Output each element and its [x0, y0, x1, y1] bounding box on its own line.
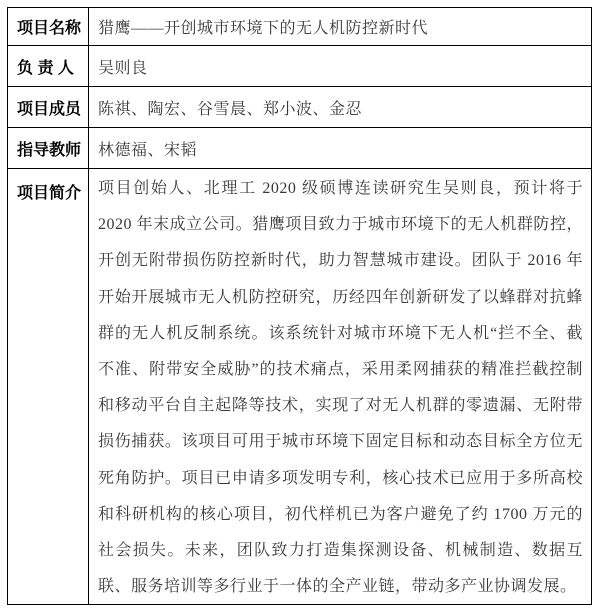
project-name-label: 项目名称 — [8, 8, 89, 45]
row-advisors — [8, 128, 591, 169]
row-leader — [8, 46, 591, 87]
leader-label: 负 责 人 — [8, 46, 89, 86]
intro-cell — [89, 169, 591, 605]
row-project-name — [8, 8, 591, 46]
project-name-value: 猎鹰——开创城市环境下的无人机防控新时代 — [98, 20, 429, 37]
project-info-table — [7, 7, 592, 605]
row-project-intro — [8, 169, 591, 605]
leader-value: 吴则良 — [98, 59, 148, 77]
members-value: 陈祺、陶宏、谷雪晨、郑小波、金忍 — [98, 100, 363, 118]
members-label: 项目成员 — [8, 87, 89, 127]
advisors-label: 指导教师 — [8, 128, 89, 168]
row-members — [8, 87, 591, 128]
advisors-value: 林德福、宋韬 — [98, 141, 198, 159]
intro-label: 项目简介 — [8, 169, 89, 605]
intro-paragraph: 项目创始人、北理工 2020 级硕博连读研究生吴则良，预计将于 2020 年末成立公司。猎鹰项目致力于城市环境下的无人机群防控，开创无附带损伤防控新时代，助力智慧城市建设。团队于 2016 年开始开展城市无人机防控研究，历经四年创新研发了以蜂群对抗蜂群的无人机反制系统。该系统针对城市环境下无人机“拦不全、截不准、附带安全威胁”的技术痛点，采用柔网捕获的精准拦截控制和移动平台自主起降等技术，实现了对无人机群的零遗漏、无附带损伤捕获。该项目可用于城市环境下固定目标和动态目标全方位无死角防护。项目已申请多项发明专利，核心技术已应用于多所高校和科研机构的核心项目，初代样机已为客户避免了约 1700 万元的社会损失。未来，团队致力打造集探测设备、机械制造、数据互联、服务培训等多行业于一体的全产业链，带动多产业协调发展。 — [98, 180, 583, 596]
